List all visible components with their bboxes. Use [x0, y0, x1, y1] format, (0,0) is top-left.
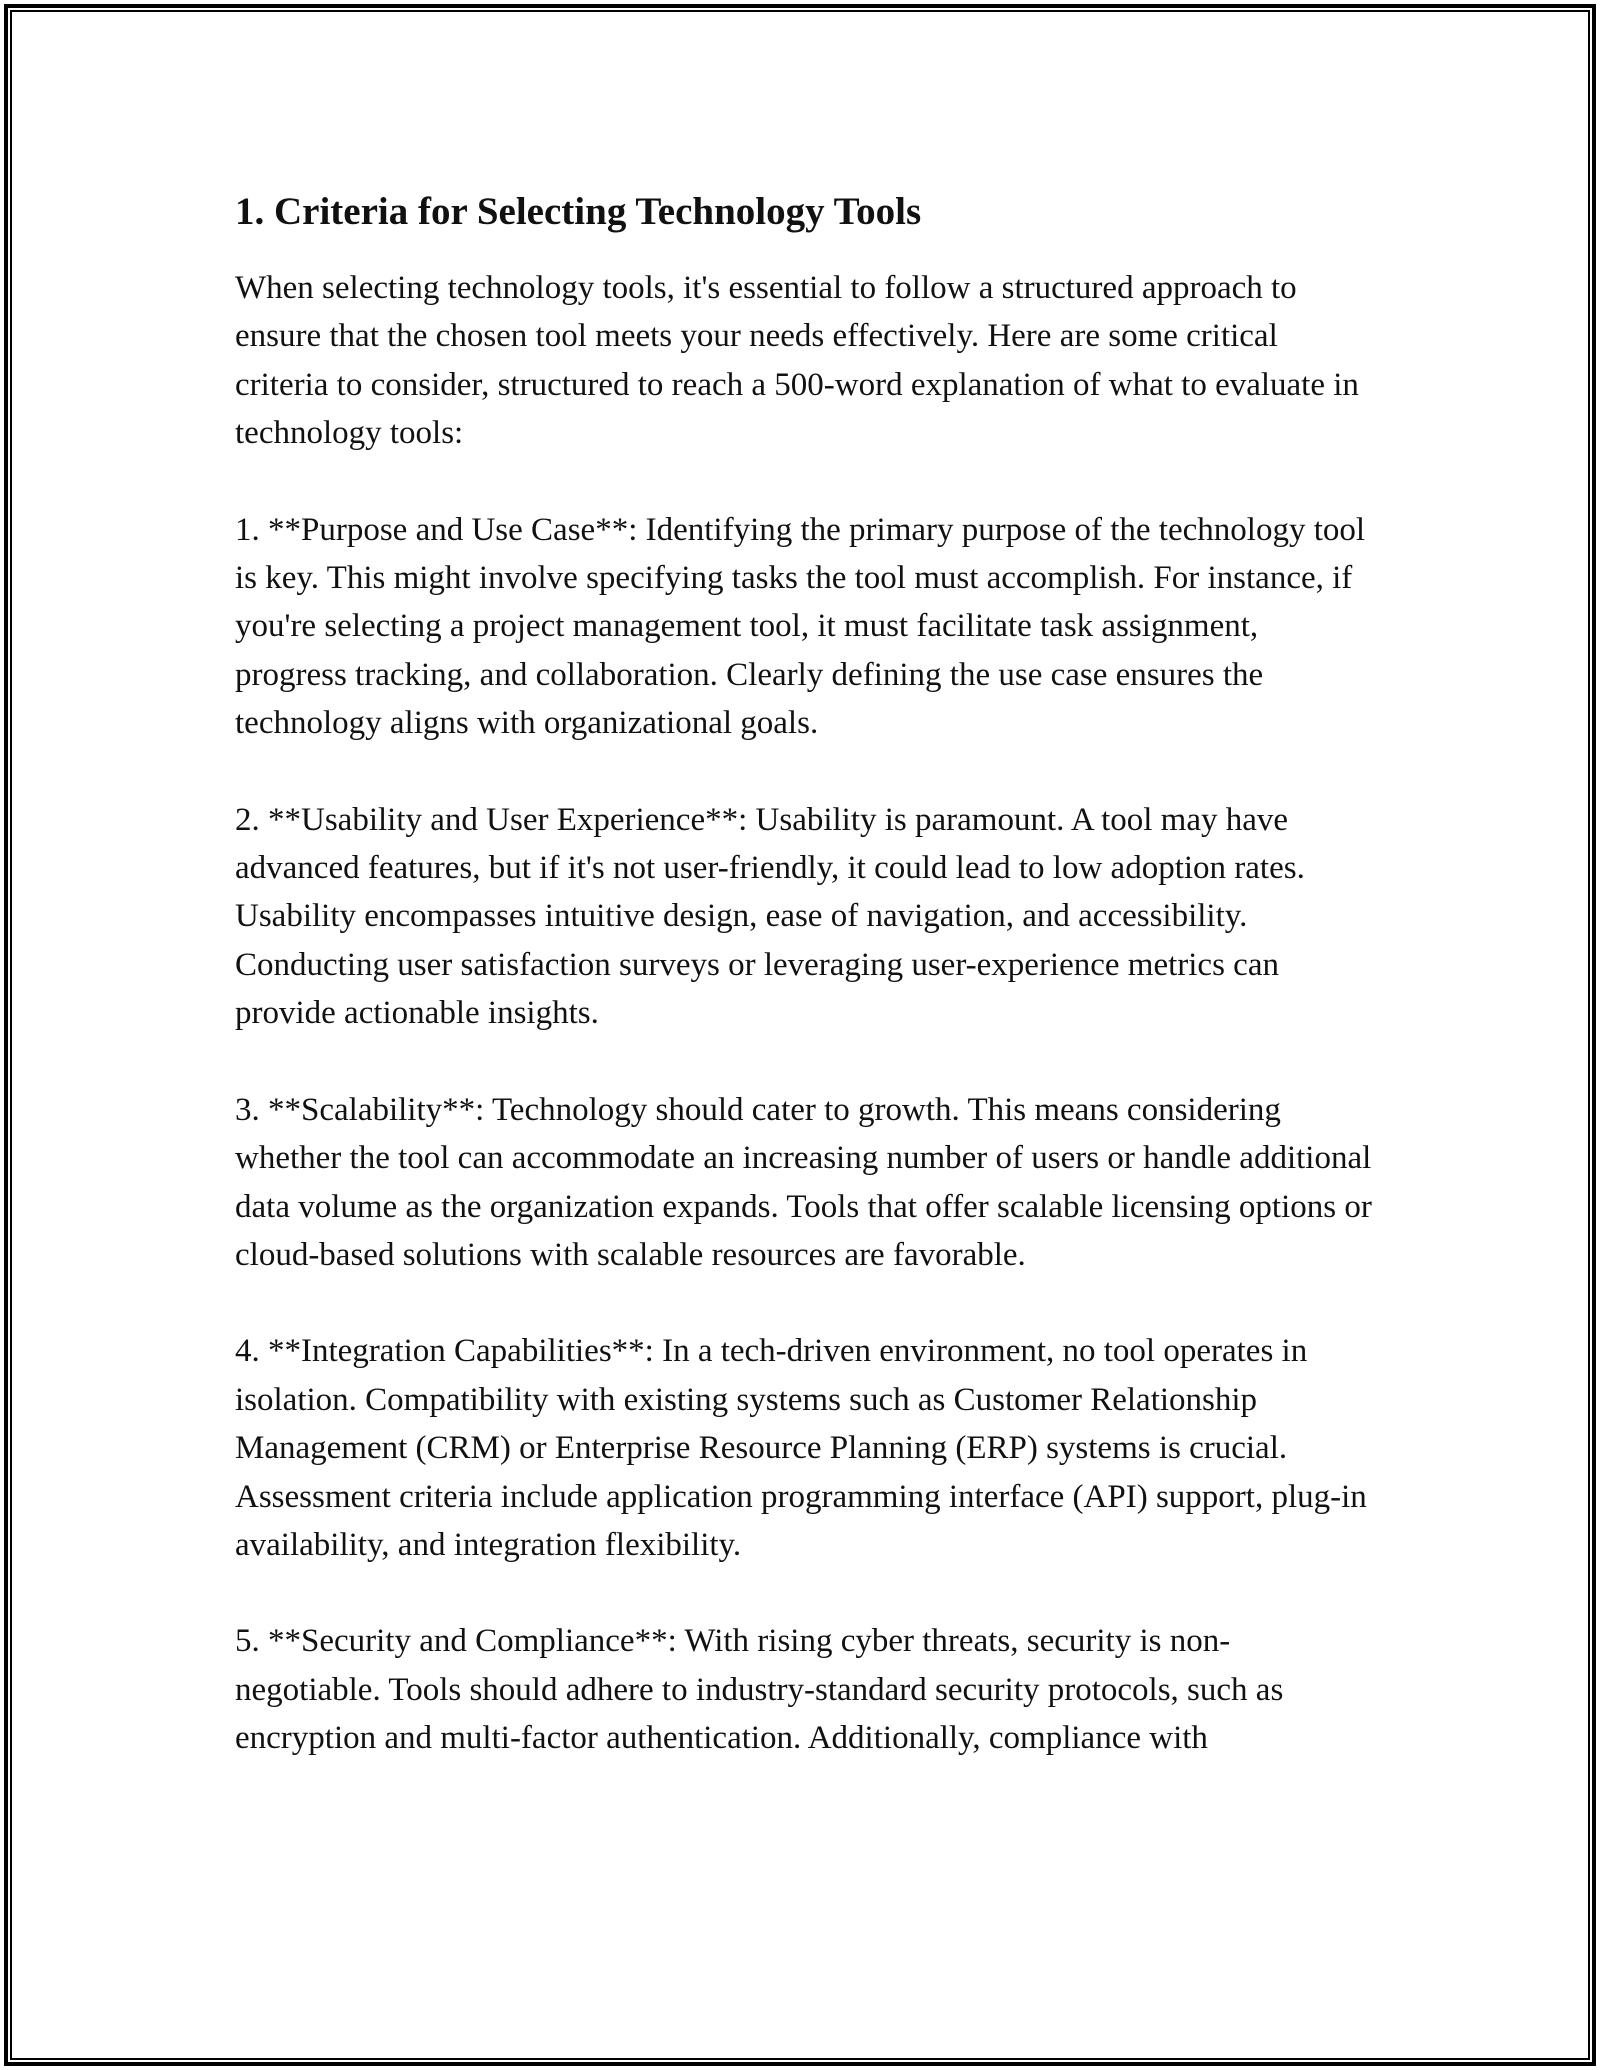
intro-paragraph: When selecting technology tools, it's essential to follow a structured approach to ensure that the chosen tool meets your needs effectively. Here are some critical criteria to consider, structured to reach a 500-word explanation of what to evaluate in technology tools: [235, 270, 1359, 452]
criterion-purpose-paragraph: 1. **Purpose and Use Case**: Identifying the primary purpose of the technology tool is key. This might involve specifying tasks the tool must accomplish. For instance, if you're selecting a project management tool, it must facilitate task assignment, progress tracking, and collaboration. Clearly defining the use case ensures the technology aligns with organizational goals. [235, 511, 1366, 742]
criterion-security-paragraph: 5. **Security and Compliance**: With rising cyber threats, security is non-negotiable. Tools should adhere to industry-standard security protocols, such as encryption and multi-factor authentication. Additionally, compliance with [235, 1623, 1284, 1757]
criterion-scalability-paragraph: 3. **Scalability**: Technology should cater to growth. This means considering whether the tool can accommodate an increasing number of users or handle additional data volume as the organization expands. Tools that offer scalable licensing options or cloud-based solutions with scalable resources are favorable. [235, 1091, 1372, 1273]
section-heading: 1. Criteria for Selecting Technology Tools [235, 190, 922, 233]
document-body [235, 186, 1375, 1763]
criterion-usability-paragraph: 2. **Usability and User Experience**: Usability is paramount. A tool may have advanced features, but if it's not user-friendly, it could lead to low adoption rates. Usability encompasses intuitive design, ease of navigation, and accessibility. Conducting user satisfaction surveys or leveraging user-experience metrics can provide actionable insights. [235, 801, 1305, 1032]
criterion-integration-paragraph: 4. **Integration Capabilities**: In a tech-driven environment, no tool operates in isolation. Compatibility with existing systems such as Customer Relationship Management (CRM) or Enterprise Resource Planning (ERP) systems is crucial. Assessment criteria include application programming interface (API) support, plug-in availability, and integration flexibility. [235, 1333, 1367, 1563]
